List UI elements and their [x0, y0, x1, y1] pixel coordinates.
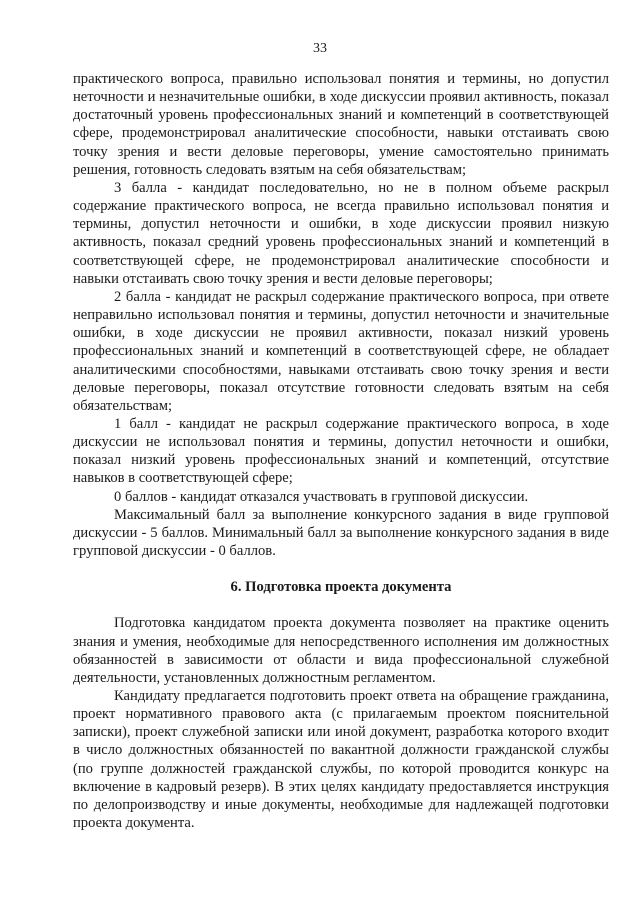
paragraph-score-3: 3 балла - кандидат последовательно, но не в полном объеме раскрыл содержание практического вопроса, не всегда правильно использовал понятия и термины, допустил неточности и ошибки, в ходе дискуссии проявил низкую активность, показал средний уровень профессиональных знаний и компетенций в соответствующей сфере, не продемонстрировал аналитические способности и навыки отстаивать свою точку зрения и вести деловые переговоры;	[73, 179, 609, 287]
paragraph-score-0: 0 баллов - кандидат отказался участвовать в групповой дискуссии.	[114, 488, 529, 505]
paragraph-score-2: 2 балла - кандидат не раскрыл содержание практического вопроса, при ответе неправильно использовал понятия и термины, допустил неточности и значительные ошибки, в ходе дискуссии не проявил активности, показал низкий уровень профессиональных знаний и компетенций в соответствующей сфере, не обладает аналитическими способностями, навыками отстаивать свою точку зрения и вести деловые переговоры, показал отсутствие готовности следовать взятым на себя обязательствам;	[73, 288, 609, 414]
section-heading: 6. Подготовка проекта документа	[230, 579, 452, 596]
page-number: 33	[313, 41, 327, 56]
paragraph-score-range: Максимальный балл за выполнение конкурсного задания в виде групповой дискуссии - 5 баллов. Минимальный балл за выполнение конкурсного задания в виде групповой дискуссии - 0 баллов.	[73, 506, 609, 560]
paragraph-continuation: практического вопроса, правильно использовал понятия и термины, но допустил неточности и незначительные ошибки, в ходе дискуссии проявил активность, показал достаточный уровень профессиональных знаний и компетенций в соответствующей сфере, продемонстрировал аналитические способности, навыки отстаивать свою точку зрения и вести деловые переговоры, умение самостоятельно принимать решения, готовность следовать взятым на себя обязательствам;	[73, 71, 609, 178]
document-body	[73, 70, 609, 832]
paragraph-score-1: 1 балл - кандидат не раскрыл содержание практического вопроса, в ходе дискуссии не использовал понятия и термины, допустил неточности и ошибки, показал низкий уровень профессиональных знаний и компетенций, отсутствие навыков в соответствующей сфере;	[73, 415, 609, 487]
paragraph-document-purpose: Подготовка кандидатом проекта документа позволяет на практике оценить знания и умения, необходимые для непосредственного исполнения им должностных обязанностей в зависимости от области и вида профессиональной служебной деятельности, установленных должностным регламентом.	[73, 615, 609, 686]
paragraph-document-task: Кандидату предлагается подготовить проект ответа на обращение гражданина, проект нормативного правового акта (с прилагаемым проектом пояснительной записки), проект служебной записки или иной документ, разработка которого входит в число должностных обязанностей по вакантной должности гражданской службы (по группе должностей гражданской службы, по которой проводится конкурс на включение в кадровый резерв). В этих целях кандидату предоставляется инструкция по делопроизводству и иные документы, необходимые для надлежащей подготовки проекта документа.	[73, 688, 609, 832]
